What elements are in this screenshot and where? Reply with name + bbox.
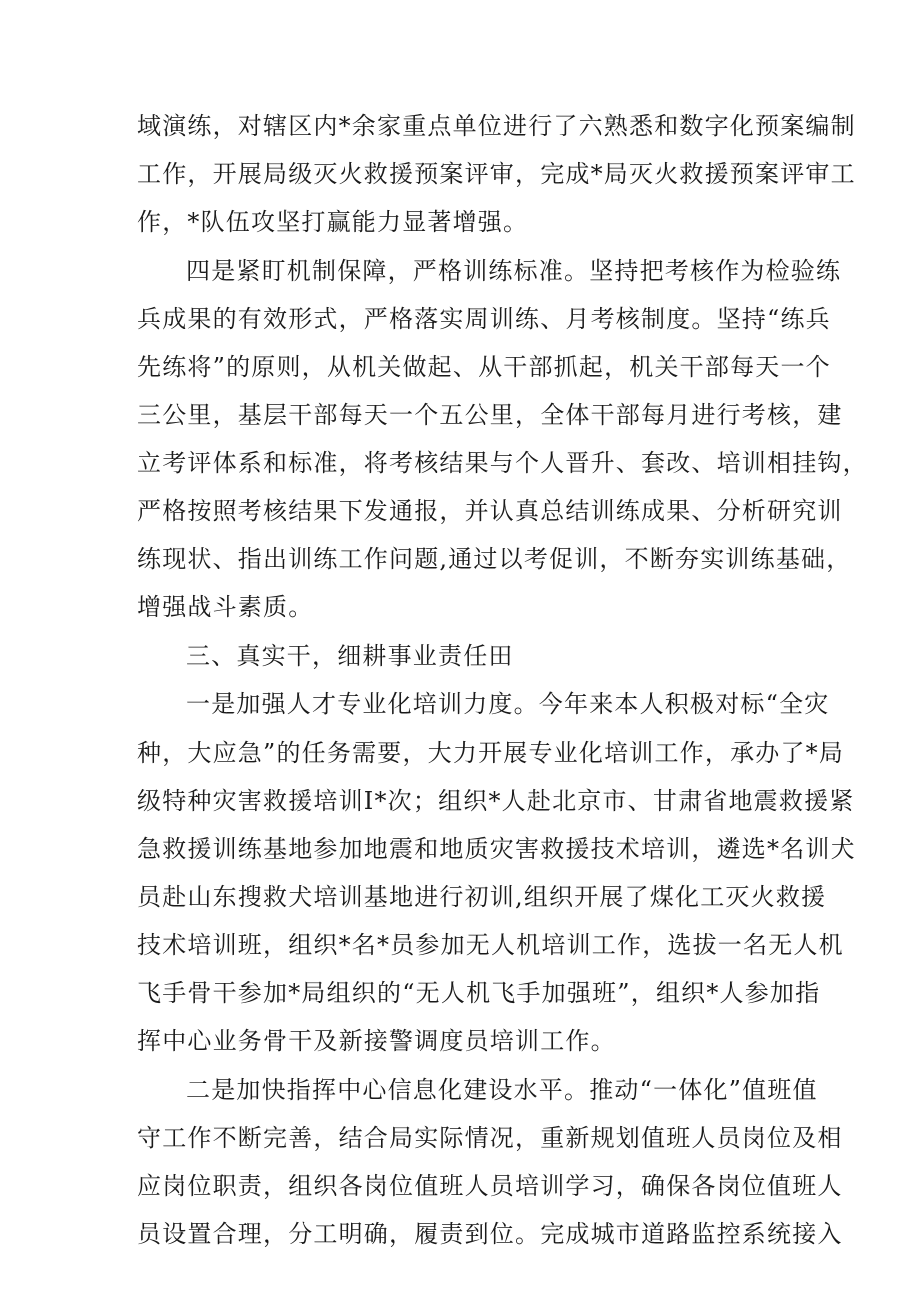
- text-line: 严格按照考核结果下发通报，并认真总结训练成果、分析研究训: [137, 497, 843, 525]
- text-line: 三公里，基层干部每天一个五公里，全体干部每月进行考核，建: [137, 401, 843, 429]
- section-heading: 三、真实干，细耕事业责任田: [186, 642, 514, 670]
- text-line: 飞手骨干参加*局组织的“无人机飞手加强班”，组织*人参加指: [137, 979, 821, 1007]
- text-line: 作，*队伍攻坚打赢能力显著增强。: [137, 208, 529, 236]
- text-line: 员赴山东搜救犬培训基地进行初训,组织开展了煤化工灭火救援: [137, 883, 827, 911]
- text-line: 工作，开展局级灭火救援预案评审，完成*局灭火救援预案评审工: [137, 160, 856, 188]
- text-line: 兵成果的有效形式，严格落实周训练、月考核制度。坚持“练兵: [137, 305, 831, 333]
- text-line: 种，大应急”的任务需要，大力开展专业化培训工作，承办了*局: [137, 739, 845, 767]
- text-line: 练现状、指出训练工作问题,通过以考促训，不断夯实训练基础，: [137, 545, 852, 573]
- text-line: 守工作不断完善，结合局实际情况，重新规划值班人员岗位及相: [137, 1124, 843, 1152]
- text-line: 二是加快指挥中心信息化建设水平。推动“一体化”值班值: [186, 1076, 818, 1104]
- text-line: 员设置合理，分工明确，履责到位。完成城市道路监控系统接入: [137, 1220, 843, 1248]
- text-line: 挥中心业务骨干及新接警调度员培训工作。: [137, 1027, 616, 1055]
- text-line: 立考评体系和标准，将考核结果与个人晋升、套改、培训相挂钩，: [137, 449, 868, 477]
- text-line: 级特种灾害救援培训I*次；组织*人赴北京市、甘肃省地震救援紧: [137, 787, 855, 815]
- text-line: 技术培训班，组织*名*员参加无人机培训工作，选拔一名无人机: [137, 931, 844, 959]
- text-line: 急救援训练基地参加地震和地质灾害救援技术培训，遴选*名训犬: [137, 835, 856, 863]
- text-line: 域演练，对辖区内*余家重点单位进行了六熟悉和数字化预案编制: [137, 112, 856, 140]
- text-line: 一是加强人才专业化培训力度。今年来本人积极对标“全灾: [186, 690, 830, 718]
- text-line: 增强战斗素质。: [137, 593, 314, 621]
- text-line: 四是紧盯机制保障，严格训练标准。坚持把考核作为检验练: [186, 257, 842, 285]
- text-line: 应岗位职责，组织各岗位值班人员培训学习，确保各岗位值班人: [137, 1172, 843, 1200]
- text-line: 先练将”的原则，从机关做起、从干部抓起，机关干部每天一个: [137, 353, 831, 381]
